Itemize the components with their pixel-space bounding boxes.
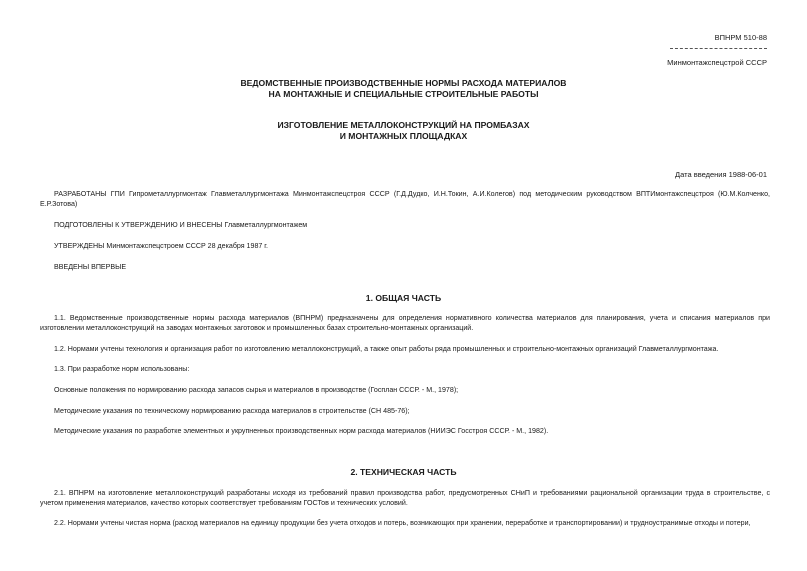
document-title-line2: НА МОНТАЖНЫЕ И СПЕЦИАЛЬНЫЕ СТРОИТЕЛЬНЫЕ РАБОТЫ — [268, 89, 539, 99]
section-2-heading: 2. ТЕХНИЧЕСКАЯ ЧАСТЬ — [350, 467, 457, 477]
document-subtitle-line1: ИЗГОТОВЛЕНИЕ МЕТАЛЛОКОНСТРУКЦИЙ НА ПРОМБАЗАХ — [277, 120, 530, 130]
document-subtitle-line2: И МОНТАЖНЫХ ПЛОЩАДКАХ — [339, 131, 468, 141]
document-code: ВПНРМ 510-88 — [714, 33, 767, 42]
developed-by-paragraph: РАЗРАБОТАНЫ ГПИ Гипрометаллургмонтаж Главметаллургмонтажа Минмонтажспецстроя СССР (Г.Д.Дудко, И.Н.Токин, А.И.Колегов) под методическим руководством ВПТИмонтажспецстроя (Ю.М.Колченко, Е.Р.Зотова) — [40, 190, 770, 208]
document-title — [0, 78, 807, 100]
paragraph-1-2: 1.2. Нормами учтены технология и организация работ по изготовлению металлоконструкций, а также опыт работы ряда промышленных и строительно-монтажных организаций Главметаллургмонтажа. — [54, 345, 719, 353]
reference-item-3: Методические указания по разработке элементных и укрупненных производственных норм расхода материалов (НИИЭС Госстроя СССР. - М., 1982). — [54, 427, 549, 435]
reference-item-1: Основные положения по нормированию расхода запасов сырья и материалов в производстве (Госплан СССР. - М., 1978); — [54, 386, 459, 394]
introduced-paragraph: ВВЕДЕНЫ ВПЕРВЫЕ — [54, 263, 127, 271]
paragraph-2-2: 2.2. Нормами учтены чистая норма (расход материалов на единицу продукции без учета отходов и потерь, возникающих при хранении, переработке и транспортировании) и трудноустранимые отходы и потери, — [54, 519, 751, 527]
paragraph-1-1: 1.1. Ведомственные производственные нормы расхода материалов (ВПНРМ) предназначены для определения нормативного количества материалов для планирования, учета и списания материалов при изготовлении металлоконструкций на заводах монтажных заготовок и промышленных базах строительно-монтажных организаций. — [40, 314, 770, 332]
paragraph-1-3: 1.3. При разработке норм использованы: — [54, 365, 190, 373]
section-1-heading: 1. ОБЩАЯ ЧАСТЬ — [365, 293, 442, 303]
paragraph-2-1: 2.1. ВПНРМ на изготовление металлоконструкций разработаны исходя из требований правил производства работ, предусмотренных СНиП и требованиями рациональной организации труда в строительстве, с учетом применения материалов, качество которых соответствует требованиям ГОСТов и технических условий. — [40, 489, 770, 507]
header-divider — [670, 48, 767, 49]
approved-paragraph: УТВЕРЖДЕНЫ Минмонтажспецстроем СССР 28 декабря 1987 г. — [54, 242, 269, 250]
document-title-line1: ВЕДОМСТВЕННЫЕ ПРОИЗВОДСТВЕННЫЕ НОРМЫ РАСХОДА МАТЕРИАЛОВ — [240, 78, 567, 88]
issuing-ministry: Минмонтажспецстрой СССР — [667, 58, 767, 67]
prepared-paragraph: ПОДГОТОВЛЕНЫ К УТВЕРЖДЕНИЮ И ВНЕСЕНЫ Главметаллургмонтажем — [54, 221, 308, 229]
introduction-date: Дата введения 1988-06-01 — [675, 170, 767, 179]
document-subtitle — [0, 120, 807, 142]
reference-item-2: Методические указания по техническому нормированию расхода материалов в строительстве (СН 485-76); — [54, 407, 410, 415]
